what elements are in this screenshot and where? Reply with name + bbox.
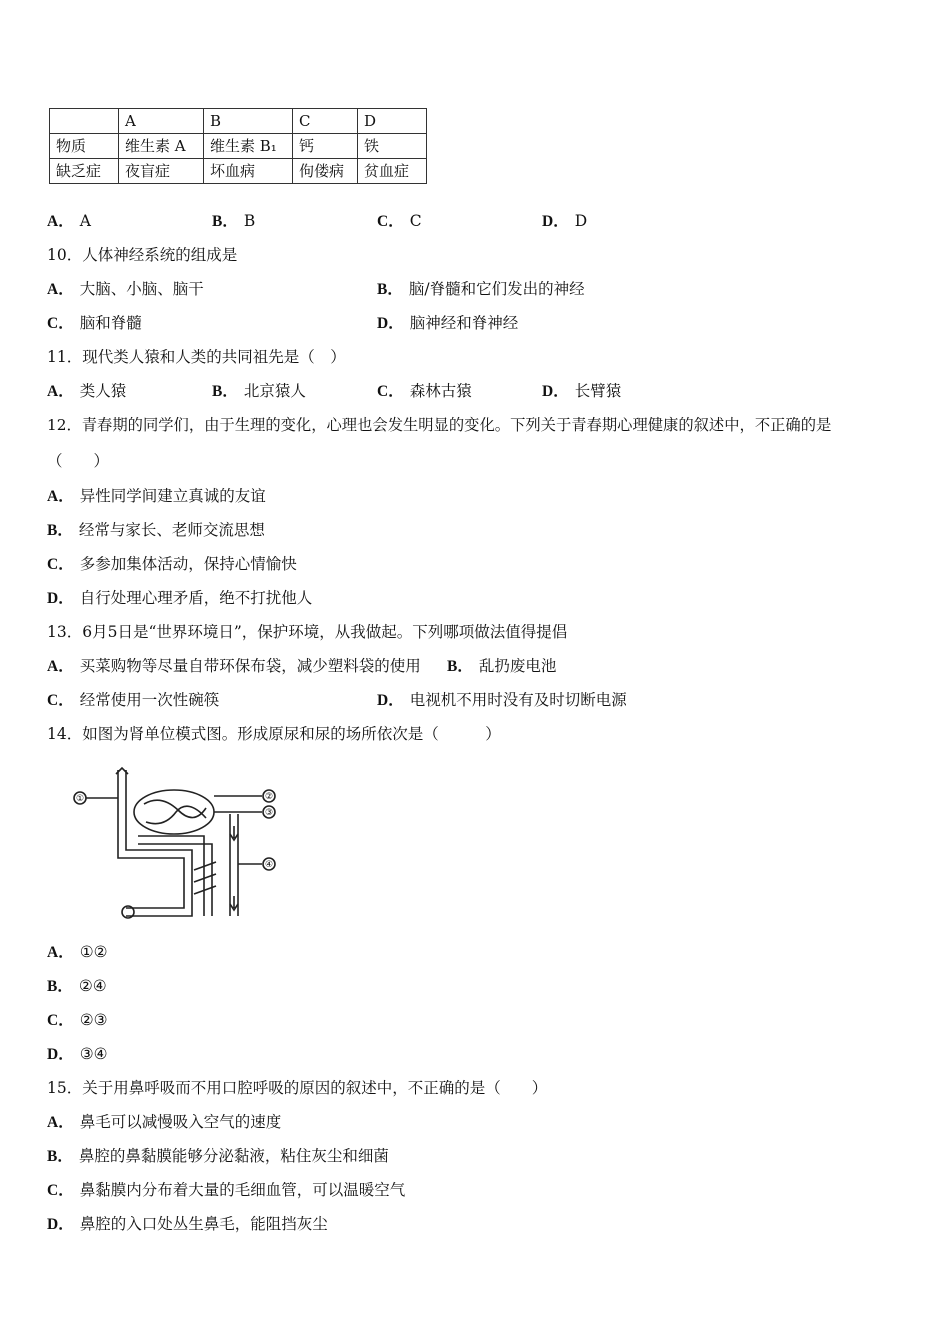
nephron-diagram xyxy=(66,766,286,921)
q13-option-d[interactable]: D． 电视机不用时没有及时切断电源 xyxy=(377,691,627,709)
q14-stem: 14．如图为肾单位模式图。形成原尿和尿的场所依次是（ ） xyxy=(47,725,501,743)
q13-option-b[interactable]: B． 乱扔废电池 xyxy=(447,657,557,675)
table-cell: A xyxy=(119,109,204,134)
q9-option-c[interactable]: C． C xyxy=(377,212,422,230)
table-cell: 维生素 A xyxy=(119,134,204,159)
table-cell: 缺乏症 xyxy=(50,159,119,184)
q11-option-c[interactable]: C． 森林古猿 xyxy=(377,382,472,400)
q10-stem: 10．人体神经系统的组成是 xyxy=(47,246,238,264)
q11-option-b[interactable]: B． 北京猿人 xyxy=(212,382,306,400)
table-cell: 维生素 B₁ xyxy=(204,134,293,159)
arrow-down-icon xyxy=(230,896,238,910)
table-cell: 贫血症 xyxy=(358,159,427,184)
diagram-label-2: ② xyxy=(264,792,274,802)
q12-option-b[interactable]: B． 经常与家长、老师交流思想 xyxy=(47,521,265,539)
q11-option-a[interactable]: A． 类人猿 xyxy=(47,382,127,400)
q12-option-c[interactable]: C． 多参加集体活动，保持心情愉快 xyxy=(47,555,297,573)
q9-option-d[interactable]: D． D xyxy=(542,212,588,230)
q14-option-d[interactable]: D． ③④ xyxy=(47,1045,108,1063)
table-cell: D xyxy=(358,109,427,134)
q12-stem: 12．青春期的同学们，由于生理的变化，心理也会发生明显的变化。下列关于青春期心理健康的叙述中，不正确的是 xyxy=(47,416,832,434)
diagram-label-4: ④ xyxy=(264,860,274,870)
tubule xyxy=(126,792,192,916)
table-row xyxy=(50,134,427,159)
vitamin-deficiency-table xyxy=(49,108,427,184)
table-cell xyxy=(50,109,119,134)
table-cell: 佝偻病 xyxy=(293,159,358,184)
q15-option-d[interactable]: D． 鼻腔的入口处丛生鼻毛，能阻挡灰尘 xyxy=(47,1215,328,1233)
q10-option-b[interactable]: B． 脑/脊髓和它们发出的神经 xyxy=(377,280,585,298)
q9-option-a[interactable]: A． A xyxy=(47,212,91,230)
q14-option-c[interactable]: C． ②③ xyxy=(47,1011,108,1029)
q11-option-d[interactable]: D． 长臂猿 xyxy=(542,382,622,400)
q10-option-c[interactable]: C． 脑和脊髓 xyxy=(47,314,142,332)
q11-stem: 11．现代类人猿和人类的共同祖先是（ ） xyxy=(47,348,346,366)
q13-stem: 13．6月5日是“世界环境日”，保护环境，从我做起。下列哪项做法值得提倡 xyxy=(47,623,568,641)
table-cell: 夜盲症 xyxy=(119,159,204,184)
q13-option-a[interactable]: A． 买菜购物等尽量自带环保布袋，减少塑料袋的使用 xyxy=(47,657,421,675)
table-cell: B xyxy=(204,109,293,134)
q10-option-d[interactable]: D． 脑神经和脊神经 xyxy=(377,314,519,332)
q13-option-c[interactable]: C． 经常使用一次性碗筷 xyxy=(47,691,220,709)
table-cell: 铁 xyxy=(358,134,427,159)
diagram-label-3: ③ xyxy=(264,808,274,818)
q12-option-a[interactable]: A． 异性同学间建立真诚的友谊 xyxy=(47,487,266,505)
q15-stem: 15．关于用鼻呼吸而不用口腔呼吸的原因的叙述中，不正确的是（ ） xyxy=(47,1079,548,1097)
q15-option-b[interactable]: B． 鼻腔的鼻黏膜能够分泌黏液，粘住灰尘和细菌 xyxy=(47,1147,389,1165)
q10-option-a[interactable]: A． 大脑、小脑、脑干 xyxy=(47,280,204,298)
diagram-label-1: ① xyxy=(75,794,85,804)
table-cell: 坏血病 xyxy=(204,159,293,184)
q14-option-b[interactable]: B． ②④ xyxy=(47,977,107,995)
table-cell: C xyxy=(293,109,358,134)
q14-option-a[interactable]: A． ①② xyxy=(47,943,108,961)
table-row xyxy=(50,159,427,184)
arrow-down-icon xyxy=(230,826,238,840)
table-cell: 钙 xyxy=(293,134,358,159)
q12-stem-continuation: （ ） xyxy=(47,452,110,470)
q15-option-a[interactable]: A． 鼻毛可以减慢吸入空气的速度 xyxy=(47,1113,282,1131)
q15-option-c[interactable]: C． 鼻黏膜内分布着大量的毛细血管，可以温暖空气 xyxy=(47,1181,406,1199)
table-cell: 物质 xyxy=(50,134,119,159)
loop-of-henle xyxy=(138,836,204,916)
q12-option-d[interactable]: D． 自行处理心理矛盾，绝不打扰他人 xyxy=(47,589,313,607)
q9-option-b[interactable]: B． B xyxy=(212,212,256,230)
table-header-row xyxy=(50,109,427,134)
